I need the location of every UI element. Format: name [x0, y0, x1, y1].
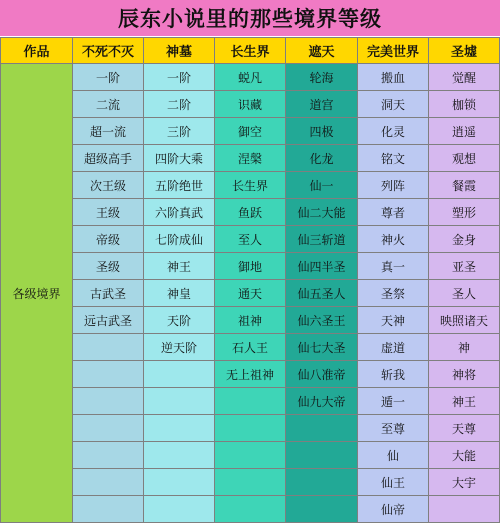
table-cell: 圣人 — [429, 280, 500, 307]
table-cell — [429, 496, 500, 523]
table-cell — [215, 442, 286, 469]
table-row — [1, 415, 500, 442]
table-cell: 遁一 — [358, 388, 429, 415]
table-cell: 七阶成仙 — [144, 226, 215, 253]
table-cell: 大能 — [429, 442, 500, 469]
table-cell: 神火 — [358, 226, 429, 253]
table-cell: 天神 — [358, 307, 429, 334]
table-cell: 仙九大帝 — [286, 388, 358, 415]
table-row — [1, 334, 500, 361]
table-cell: 列阵 — [358, 172, 429, 199]
table-cell — [144, 388, 215, 415]
header-shenmu: 神墓 — [144, 38, 215, 64]
table-cell: 圣祭 — [358, 280, 429, 307]
table-row — [1, 388, 500, 415]
table-cell: 觉醒 — [429, 64, 500, 91]
table-cell: 三阶 — [144, 118, 215, 145]
table-cell: 鱼跃 — [215, 199, 286, 226]
header-zhetian: 遮天 — [286, 38, 358, 64]
table-cell: 御地 — [215, 253, 286, 280]
table-cell: 洞天 — [358, 91, 429, 118]
table-cell: 枷锁 — [429, 91, 500, 118]
table-cell: 映照诸天 — [429, 307, 500, 334]
table-row — [1, 91, 500, 118]
table-cell — [73, 469, 144, 496]
table-row — [1, 496, 500, 523]
section-label: 各级境界 — [1, 64, 73, 523]
table-cell: 神 — [429, 334, 500, 361]
table-cell: 涅槃 — [215, 145, 286, 172]
table-cell: 至人 — [215, 226, 286, 253]
table-cell: 二阶 — [144, 91, 215, 118]
table-cell: 仙五圣人 — [286, 280, 358, 307]
table-cell — [286, 496, 358, 523]
table-cell: 塑形 — [429, 199, 500, 226]
table-cell: 铭文 — [358, 145, 429, 172]
table-cell: 四阶大乘 — [144, 145, 215, 172]
table-cell: 餐霞 — [429, 172, 500, 199]
table-cell: 六阶真武 — [144, 199, 215, 226]
table-row — [1, 253, 500, 280]
table-cell: 仙 — [358, 442, 429, 469]
table-cell: 仙八准帝 — [286, 361, 358, 388]
table-cell: 逍遥 — [429, 118, 500, 145]
table-cell: 天阶 — [144, 307, 215, 334]
table-cell: 四极 — [286, 118, 358, 145]
header-wanmeishijie: 完美世界 — [358, 38, 429, 64]
table-cell: 虚道 — [358, 334, 429, 361]
table-cell: 石人王 — [215, 334, 286, 361]
header-row — [1, 38, 500, 64]
table-cell: 仙一 — [286, 172, 358, 199]
table-cell — [73, 334, 144, 361]
table-cell: 金身 — [429, 226, 500, 253]
table-cell: 大宇 — [429, 469, 500, 496]
table-cell: 帝级 — [73, 226, 144, 253]
realm-table — [0, 37, 500, 523]
table-cell: 斩我 — [358, 361, 429, 388]
table-cell: 神皇 — [144, 280, 215, 307]
table-cell — [144, 361, 215, 388]
table-cell: 长生界 — [215, 172, 286, 199]
table-cell: 亚圣 — [429, 253, 500, 280]
table-cell: 天尊 — [429, 415, 500, 442]
table-cell: 蜕凡 — [215, 64, 286, 91]
table-row — [1, 226, 500, 253]
table-cell: 道宫 — [286, 91, 358, 118]
table-cell: 真一 — [358, 253, 429, 280]
table-cell — [144, 442, 215, 469]
table-cell: 远古武圣 — [73, 307, 144, 334]
table-cell — [73, 496, 144, 523]
header-works: 作品 — [1, 38, 73, 64]
table-row — [1, 469, 500, 496]
page-title: 辰东小说里的那些境界等级 — [0, 0, 500, 36]
header-busibumie: 不死不灭 — [73, 38, 144, 64]
table-cell: 祖神 — [215, 307, 286, 334]
table-cell — [144, 469, 215, 496]
table-cell: 通天 — [215, 280, 286, 307]
table-cell: 仙帝 — [358, 496, 429, 523]
table-cell — [215, 496, 286, 523]
table-cell: 观想 — [429, 145, 500, 172]
table-cell: 识藏 — [215, 91, 286, 118]
header-shengxu: 圣墟 — [429, 38, 500, 64]
table-cell: 仙三斩道 — [286, 226, 358, 253]
table-cell: 仙七大圣 — [286, 334, 358, 361]
table-cell: 一阶 — [73, 64, 144, 91]
table-cell: 逆天阶 — [144, 334, 215, 361]
table-cell: 圣级 — [73, 253, 144, 280]
table-cell — [73, 442, 144, 469]
table-cell: 搬血 — [358, 64, 429, 91]
table-cell — [286, 415, 358, 442]
table-cell: 超一流 — [73, 118, 144, 145]
table-cell: 仙四半圣 — [286, 253, 358, 280]
table-cell: 古武圣 — [73, 280, 144, 307]
table-row — [1, 64, 500, 91]
table-cell: 神王 — [429, 388, 500, 415]
table-cell — [286, 442, 358, 469]
table-row — [1, 145, 500, 172]
table-cell: 五阶绝世 — [144, 172, 215, 199]
table-cell — [144, 496, 215, 523]
table-row — [1, 118, 500, 145]
table-cell — [73, 361, 144, 388]
table-cell: 神将 — [429, 361, 500, 388]
table-row — [1, 442, 500, 469]
table-cell — [73, 388, 144, 415]
table-row — [1, 280, 500, 307]
table-cell: 至尊 — [358, 415, 429, 442]
table-cell: 化灵 — [358, 118, 429, 145]
table-row — [1, 307, 500, 334]
table-cell: 仙六圣王 — [286, 307, 358, 334]
table-cell: 仙二大能 — [286, 199, 358, 226]
table-cell: 无上祖神 — [215, 361, 286, 388]
table-body — [1, 64, 500, 523]
table-cell: 次王级 — [73, 172, 144, 199]
table-cell: 王级 — [73, 199, 144, 226]
table-cell: 仙王 — [358, 469, 429, 496]
table-row — [1, 199, 500, 226]
table-cell — [215, 388, 286, 415]
table-cell — [144, 415, 215, 442]
table-cell: 御空 — [215, 118, 286, 145]
table-cell — [286, 469, 358, 496]
table-cell: 超级高手 — [73, 145, 144, 172]
table-row — [1, 172, 500, 199]
table-cell — [215, 415, 286, 442]
table-cell: 轮海 — [286, 64, 358, 91]
header-changshengjie: 长生界 — [215, 38, 286, 64]
table-cell: 二流 — [73, 91, 144, 118]
table-cell — [73, 415, 144, 442]
table-cell: 尊者 — [358, 199, 429, 226]
table-cell: 神王 — [144, 253, 215, 280]
table-cell — [215, 469, 286, 496]
table-cell: 一阶 — [144, 64, 215, 91]
table-row — [1, 361, 500, 388]
table-cell: 化龙 — [286, 145, 358, 172]
